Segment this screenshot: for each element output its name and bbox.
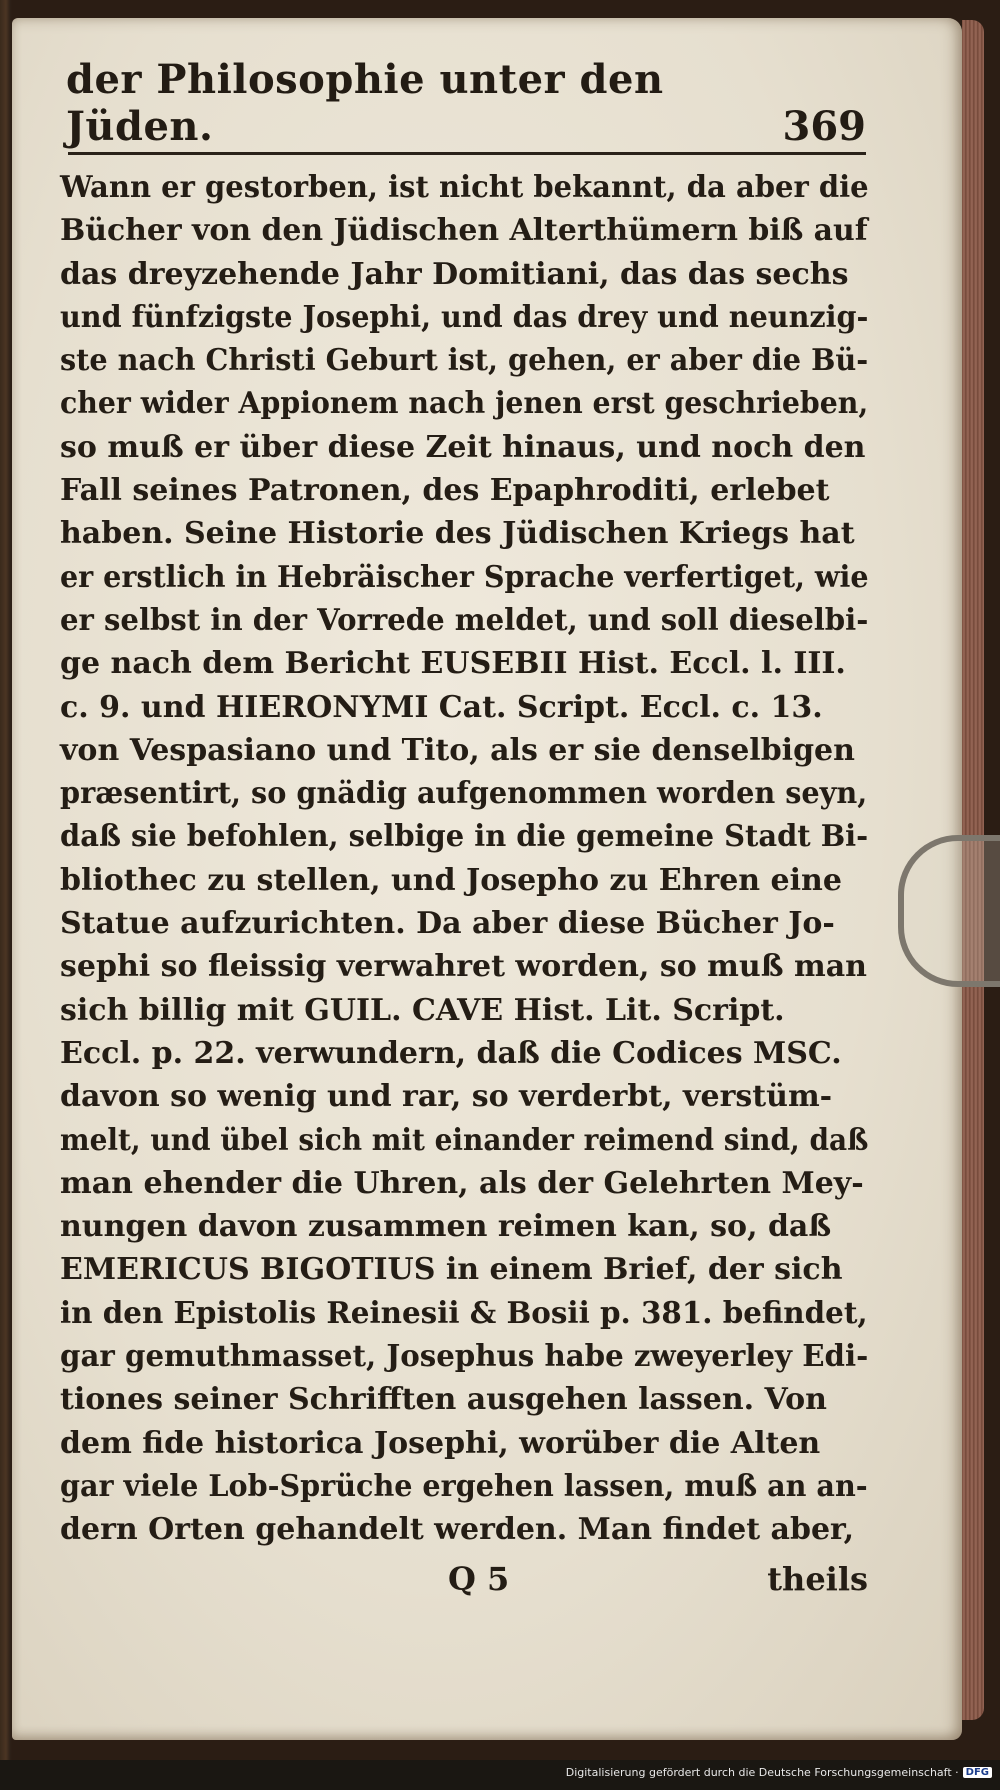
text-line: das dreyzehende Jahr Domitiani, das das sechs — [60, 256, 849, 292]
text-line: præsentirt, so gnädig aufgenommen worden seyn, — [60, 776, 868, 812]
text-line: er selbst in der Vorrede meldet, und soll dieselbi- — [60, 602, 869, 638]
text-line: in den Epistolis Reinesii & Bosii p. 381. befindet, — [60, 1295, 868, 1331]
text-line: gar viele Lob-Sprüche ergehen lassen, muß an an- — [60, 1468, 868, 1504]
text-line: ge nach dem Bericht EUSEBII Hist. Eccl. l. III. — [60, 646, 846, 682]
text-line: dern Orten gehandelt werden. Man findet aber, — [60, 1512, 855, 1548]
text-line: melt, und übel sich mit einander reimend sind, daß — [60, 1122, 869, 1158]
page-number: 369 — [782, 103, 866, 150]
text-line: sich billig mit GUIL. CAVE Hist. Lit. Script. — [60, 992, 785, 1028]
text-line: bliothec zu stellen, und Josepho zu Ehren eine — [60, 862, 842, 898]
text-line: Wann er gestorben, ist nicht bekannt, da aber die — [60, 170, 869, 205]
text-line: Eccl. p. 22. verwundern, daß die Codices MSC. — [60, 1035, 842, 1071]
text-line: man ehender die Uhren, als der Gelehrten Mey- — [60, 1165, 864, 1201]
text-line: haben. Seine Historie des Jüdischen Kriegs hat — [60, 516, 855, 552]
text-line: EMERICUS BIGOTIUS in einem Brief, der sich — [60, 1252, 843, 1288]
page-footer — [60, 1556, 868, 1606]
text-line: ste nach Christi Geburt ist, gehen, er aber die Bü- — [60, 343, 869, 379]
text-line: Bücher von den Jüdischen Alterthümern biß auf — [60, 213, 868, 249]
text-line: er erstlich in Hebräischer Sprache verfertiget, wie — [60, 559, 869, 595]
text-line: davon so wenig und rar, so verderbt, verstüm- — [60, 1079, 833, 1115]
text-line: Statue aufzurichten. Da aber diese Bücher Jo- — [60, 906, 835, 942]
text-line: und fünfzigste Josephi, und das drey und neunzig- — [60, 299, 869, 335]
page-header — [66, 56, 866, 150]
dfg-logo: DFG — [963, 1767, 992, 1778]
text-line: cher wider Appionem nach jenen erst geschrieben, — [60, 386, 869, 422]
text-line: daß sie befohlen, selbige in die gemeine Stadt Bi- — [60, 819, 869, 855]
text-line: dem fide historica Josephi, worüber die Alten — [60, 1425, 821, 1461]
text-line: c. 9. und HIERONYMI Cat. Script. Eccl. c. 13. — [60, 689, 823, 725]
running-title: der Philosophie unter den Jüden. — [66, 56, 664, 150]
text-line: nungen davon zusammen reimen kan, so, daß — [60, 1209, 832, 1245]
body-text — [60, 166, 868, 1552]
text-line: von Vespasiano und Tito, als er sie denselbigen — [60, 732, 855, 768]
text-line: Fall seines Patronen, des Epaphroditi, erlebet — [60, 473, 830, 509]
signature-mark: Q 5 — [448, 1560, 510, 1598]
digitization-credit — [566, 1766, 992, 1779]
text-line: tiones seiner Schrifften ausgehen lassen. Von — [60, 1382, 827, 1418]
text-line: gar gemuthmasset, Josephus habe zweyerley Edi- — [60, 1339, 869, 1375]
header-rule — [68, 152, 866, 155]
catchword: theils — [767, 1560, 868, 1598]
text-line: so muß er über diese Zeit hinaus, und noch den — [60, 429, 866, 465]
text-line: sephi so fleissig verwahret worden, so muß man — [60, 949, 867, 985]
credit-text: Digitalisierung gefördert durch die Deutsche Forschungsgemeinschaft · — [565, 1766, 959, 1779]
book-clasp — [898, 835, 1000, 987]
